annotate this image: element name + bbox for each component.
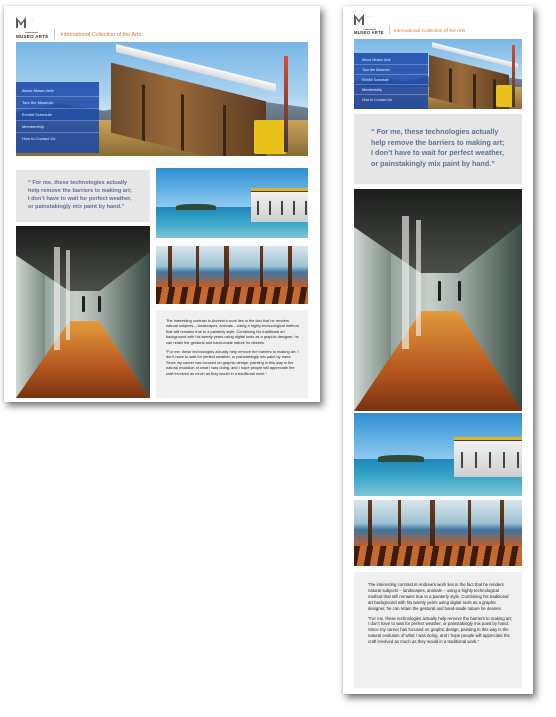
collection-title: International Collection of the Arts — [393, 29, 466, 34]
logo[interactable] — [16, 17, 48, 39]
quote-line: I don’t have to wait for perfect weather, — [28, 196, 132, 202]
hero-painting-farm-shed — [354, 39, 522, 109]
collection-title: International Collection of the Arts — [60, 32, 142, 38]
desktop-layout-sheet — [4, 6, 320, 402]
site-header — [354, 13, 466, 35]
corridor-painting — [16, 226, 150, 398]
lake-dock-painting — [156, 168, 308, 238]
museo-arte-logo-icon — [354, 14, 376, 29]
quote-line: “ For me, these technologies actually — [28, 180, 128, 186]
nav-item-tour[interactable]: Tour the Museum — [354, 65, 428, 75]
article-paragraph: “For me, these technologies actually help remove the barriers to making art; I don’t have to wait for perfect weather, or painstakingly mix paint by hand. Since my career has focused on graphic design, painting in this way is the natural evolution of what I was doing, and I hope people will appreciate the craft involved as much as they would in a traditional work.” — [166, 349, 299, 376]
brand-name: MUSEO ARTE — [354, 30, 384, 35]
quote-line: I don’t have to wait for perfect weather, — [371, 148, 504, 157]
main-nav — [16, 82, 99, 153]
nav-item-membership[interactable]: Membership — [16, 121, 99, 133]
hero-painting-farm-shed — [16, 42, 308, 156]
article-paragraph: The interesting contrast in Andrew’s work lies in the fact that he renders natural subjects – landscapes, animals – using a highly technological method that still remains true to a painterly style. Combining his traditional art background with his twenty years using digital tools as a graphic designer, he can retain the gestural and hand-made nature he desires. — [166, 318, 299, 345]
corridor-painting — [354, 189, 522, 411]
header-divider — [54, 28, 55, 38]
logo[interactable] — [354, 14, 384, 35]
pull-quote — [354, 114, 522, 184]
article-text — [354, 572, 522, 688]
quote-line: or painstakingly mix paint by hand.” — [28, 204, 125, 210]
site-header — [16, 15, 141, 39]
quote-line: “ For me, these technologies actually — [371, 127, 499, 136]
nav-item-schedule[interactable]: Exhibit Schedule — [354, 75, 428, 85]
nav-item-about[interactable]: About Museo Arte — [354, 55, 428, 65]
quote-line: help remove the barriers to making art; — [371, 137, 505, 147]
quote-line: or painstakingly mix paint by hand.” — [371, 158, 495, 168]
quote-line: help remove the barriers to making art; — [28, 188, 132, 194]
nav-item-contact[interactable]: How to Contact Us — [362, 97, 392, 102]
nav-item-about[interactable]: About Museo Arte — [16, 85, 99, 97]
article-paragraph: “For me, these technologies actually help remove the barriers to making art; I don’t have to wait for perfect weather, or painstakingly mix paint by hand. Since my career has focused on graphic design, painting in this way is the natural evolution of what I was doing, and I hope people will appreciate the craft involved as much as they would in a traditional work.” — [368, 615, 513, 645]
brand-name: MUSEO ARTE — [16, 34, 49, 39]
nav-item-tour[interactable]: Tour the Museum — [16, 97, 99, 109]
museo-arte-logo-icon — [16, 17, 38, 32]
forest-painting — [354, 500, 522, 566]
nav-item-contact[interactable]: How to Contact Us — [22, 136, 56, 141]
article-paragraph: The interesting contrast in Andrew’s work lies in the fact that he renders natural subjects – landscapes, animals – using a highly technological method that still remains true to a painterly style. Combining his traditional art background with his twenty years using digital tools as a graphic designer, he can retain the gestural and hand-made nature he desires. — [368, 582, 509, 611]
lake-dock-painting — [354, 413, 522, 496]
pull-quote — [16, 170, 150, 222]
narrow-layout-sheet — [343, 6, 533, 694]
nav-item-schedule[interactable]: Exhibit Schedule — [16, 109, 99, 121]
forest-painting — [156, 246, 308, 304]
article-text — [156, 310, 308, 398]
header-divider — [389, 25, 390, 34]
nav-item-membership[interactable]: Membership — [354, 85, 428, 95]
main-nav — [354, 53, 428, 109]
